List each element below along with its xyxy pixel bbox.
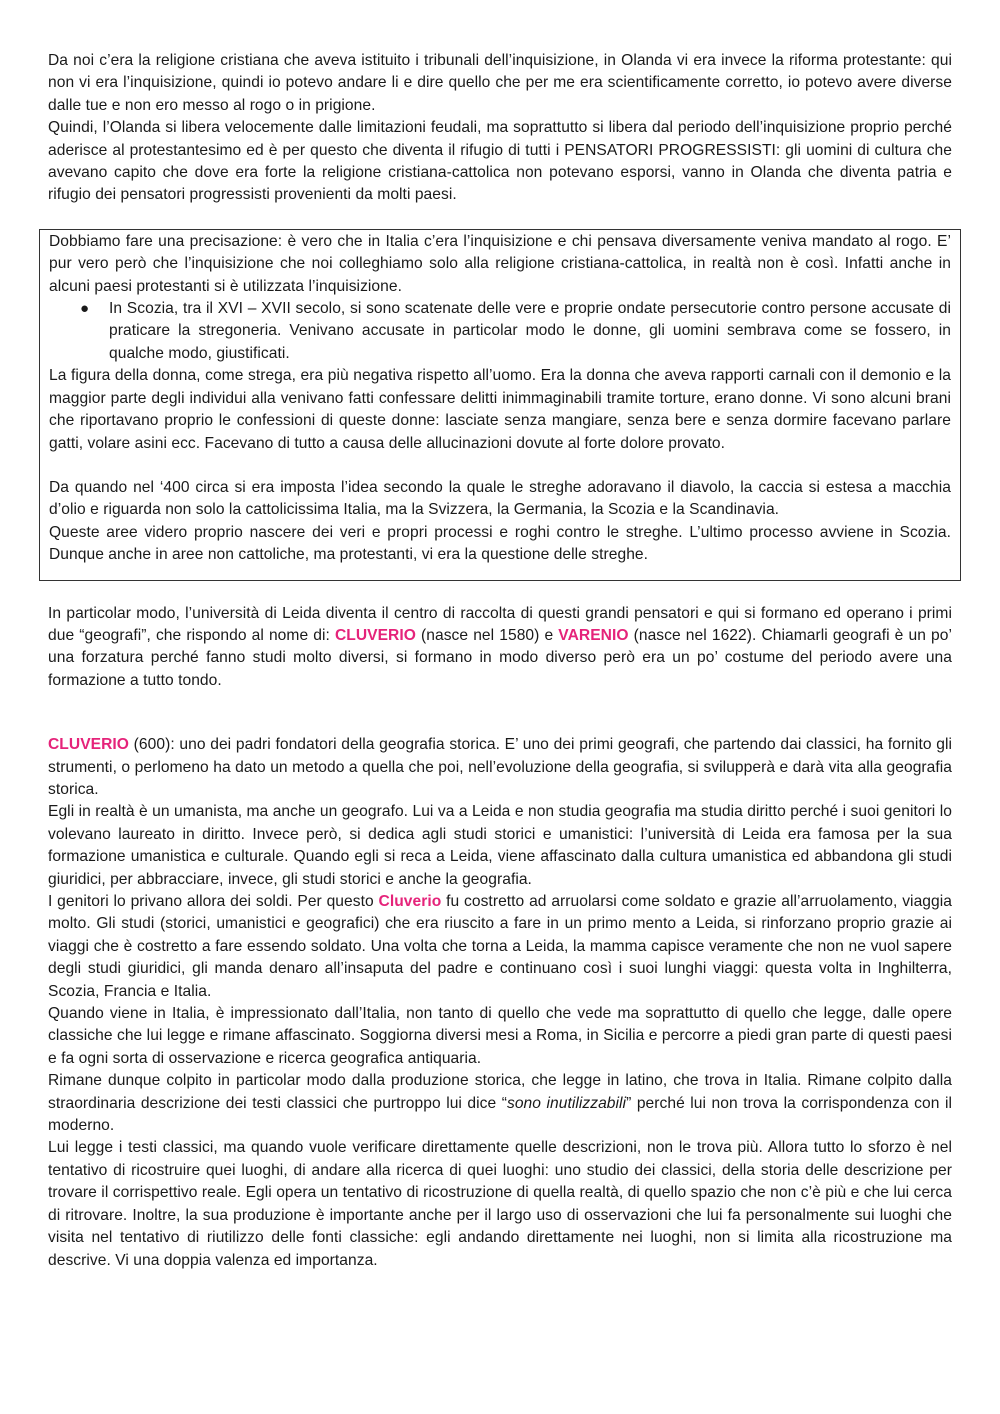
intro-paragraph-2: Quindi, l’Olanda si libera velocemente dalle limitazioni feudali, ma soprattutto si libera dal periodo dell’inquisizione proprio perché aderisce al protestantesimo ed è per questo che diventa il rifugio di tutti i PENSATORI PROGRESSISTI: gli uomini di cultura che avevano capito che dove era forte la religione cristiana-cattolica non potevano esporsi, vanno in Olanda che diventa patria e rifugio dei pensatori progressisti provenienti da molti paesi. bbox=[48, 119, 952, 204]
box-bullet-list bbox=[49, 298, 951, 365]
cluverio-paragraph-3 bbox=[48, 891, 952, 1003]
note-box bbox=[39, 229, 961, 581]
box-paragraph-2: La figura della donna, come strega, era più negativa rispetto all’uomo. Era la donna che aveva rapporti carnali con il demonio e la maggior parte degli individui alla venivano fatti confessare delitti inimmaginabili tramite torture, erano donne. Vi sono alcuni brani che riportavano proprio le confessioni di queste donne: lasciate senza mangiare, senza bere e senza dormire facevano parlare gatti, volare asini ecc. Facevano di tutto a causa delle allucinazioni dovute al forte dolore provato. bbox=[49, 367, 951, 452]
spacer bbox=[48, 692, 952, 734]
cluverio-text-post: ” perché lui non trova la corrispondenza con il moderno. bbox=[48, 1094, 952, 1135]
leida-paragraph bbox=[48, 603, 952, 693]
leida-text-post: (nasce nel 1622). Chiamarli geografi è un po’ una forzatura perché fanno studi molto diversi, si formano in modo diverso però era un po’ costume del periodo avere una formazione a tutto tondo. bbox=[48, 626, 952, 689]
cluverio-paragraph-2: Egli in realtà è un umanista, ma anche un geografo. Lui va a Leida e non studia geografia ma studia diritto perché i suoi genitori lo volevano laureato in diritto. Invece però, si dedica agli studi storici e umanistici: l’università di Leida era famosa per la sua formazione umanistica e culturale. Quando egli si reca a Leida, viene affascinato dalla cultura umanistica ed abbandona gli studi giuridici, per abbracciare, invece, gli studi storici e anche la geografia. bbox=[48, 803, 952, 888]
leida-text-mid: (nasce nel 1580) e bbox=[415, 626, 559, 644]
box-paragraph-1: Dobbiamo fare una precisazione: è vero che in Italia c’era l’inquisizione e chi pensava diversamente veniva mandato al rogo. E’ pur vero però che l’inquisizione che noi colleghiamo solo alla religione cristiana-cattolica, in realtà non è così. Infatti anche in alcuni paesi protestanti si è utilizzata l’inquisizione. bbox=[49, 232, 951, 295]
highlight-name-varenio: VARENIO bbox=[558, 626, 629, 644]
bullet-text: In Scozia, tra il XVI – XVII secolo, si sono scatenate delle vere e proprie ondate persecutorie contro persone accusate di praticare la stregoneria. Venivano accusate in particolar modo le donne, gli uomini sembrava come se fossero, in qualche modo, giustificati. bbox=[109, 300, 951, 362]
cluverio-paragraph-1 bbox=[48, 734, 952, 801]
cluverio-text: (600): uno dei padri fondatori della geografia storica. E’ uno dei primi geografi, che partendo dai classici, ha fornito gli strumenti, o perlomeno ha dato un metodo a quella che poi, nell’evoluzione della geografia, si svilupperà e darà vita alla geografia storica. bbox=[48, 736, 952, 798]
highlight-name-cluverio: CLUVERIO bbox=[48, 736, 129, 754]
document-page bbox=[48, 50, 952, 1272]
highlight-name-cluverio: CLUVERIO bbox=[334, 626, 416, 644]
box-paragraph-3: Da quando nel ‘400 circa si era imposta l’idea secondo la quale le streghe adoravano il diavolo, la caccia si estesa a macchia d’olio e riguarda non solo la cattolicissima Italia, ma la Svizzera, la Germania, la Scozia e la Scandinavia. bbox=[49, 478, 951, 519]
quote-italic: sono inutilizzabili bbox=[506, 1094, 627, 1112]
intro-paragraph-1: Da noi c’era la religione cristiana che aveva istituito i tribunali dell’inquisizione, in Olanda vi era invece la riforma protestante: qui non vi era l’inquisizione, quindi io potevo andare li e dire quello che per me era scientificamente corretto, io potevo avere diverse dalle tue e non ero messo al rogo o in prigione. bbox=[48, 52, 952, 114]
spacer bbox=[48, 581, 952, 603]
spacer bbox=[49, 455, 951, 477]
cluverio-text-post: fu costretto ad arruolarsi come soldato e grazie all’arruolamento, viaggia molto. Gli studi (storici, umanistici e geografici) che era riuscito a fare in un primo mento a Leida, si rinforzano proprio grazie ai viaggi che è costretto a fare essendo soldato. Una volta che torna a Leida, la mamma capisce veramente che non ne vuol sapere degli studi giuridici, gli manda denaro all’insaputa del padre e continuano così i suoi lunghi viaggi: questa volta in Inghilterra, Scozia, Francia e Italia. bbox=[48, 893, 952, 1000]
leida-text-pre: In particolar modo, l’università di Leida diventa il centro di raccolta di questi grandi pensatori e qui si formano ed operano i primi due “geografi”, che rispondo al nome di: bbox=[48, 604, 952, 644]
bullet-icon: ● bbox=[80, 300, 90, 318]
cluverio-paragraph-6: Lui legge i testi classici, ma quando vuole verificare direttamente quelle descrizioni, non le trova più. Allora tutto lo sforzo è nel tentativo di ricostruire quei luoghi, di andare alla ricerca di quei luoghi: uno studio dei classici, della storia delle descrizione per trovare il corrispettivo reale. Egli opera un tentativo di ricostruzione di quella realtà, di quello spazio che non c’è più e che lui cerca di ritrovare. Inoltre, la sua produzione è importante anche per il largo uso di osservazioni che lui fa personalmente sui luoghi che visita nel tentativo di riutilizzo delle fonti classiche: egli andando direttamente nei luoghi, non si limita alla ricostruzione ma descrive. Vi una doppia valenza ed importanza. bbox=[48, 1139, 952, 1269]
cluverio-paragraph-5 bbox=[48, 1070, 952, 1137]
cluverio-text-pre: Rimane dunque colpito in particolar modo dalla produzione storica, che legge in latino, che trova in Italia. Rimane colpito dalla straordinaria descrizione dei testi classici che purtroppo lui dice “ bbox=[48, 1072, 952, 1112]
highlight-name-cluverio: Cluverio bbox=[378, 893, 442, 910]
cluverio-paragraph-4: Quando viene in Italia, è impressionato dall’Italia, non tanto di quello che vede ma soprattutto di quello che legge, dalle opere classiche che lui legge e rimane affascinato. Soggiorna diversi mesi a Roma, in Sicilia e percorre a piedi gran parte di questi paesi e fa ogni sorta di osservazione e ricerca geografica antiquaria. bbox=[48, 1005, 952, 1067]
cluverio-text-pre: I genitori lo privano allora dei soldi. Per questo bbox=[48, 893, 379, 910]
box-paragraph-4: Queste aree videro proprio nascere dei veri e propri processi e roghi contro le streghe. L’ultimo processo avviene in Scozia. Dunque anche in aree non cattoliche, ma protestanti, vi era la questione delle streghe. bbox=[49, 523, 951, 564]
list-item bbox=[80, 298, 951, 365]
